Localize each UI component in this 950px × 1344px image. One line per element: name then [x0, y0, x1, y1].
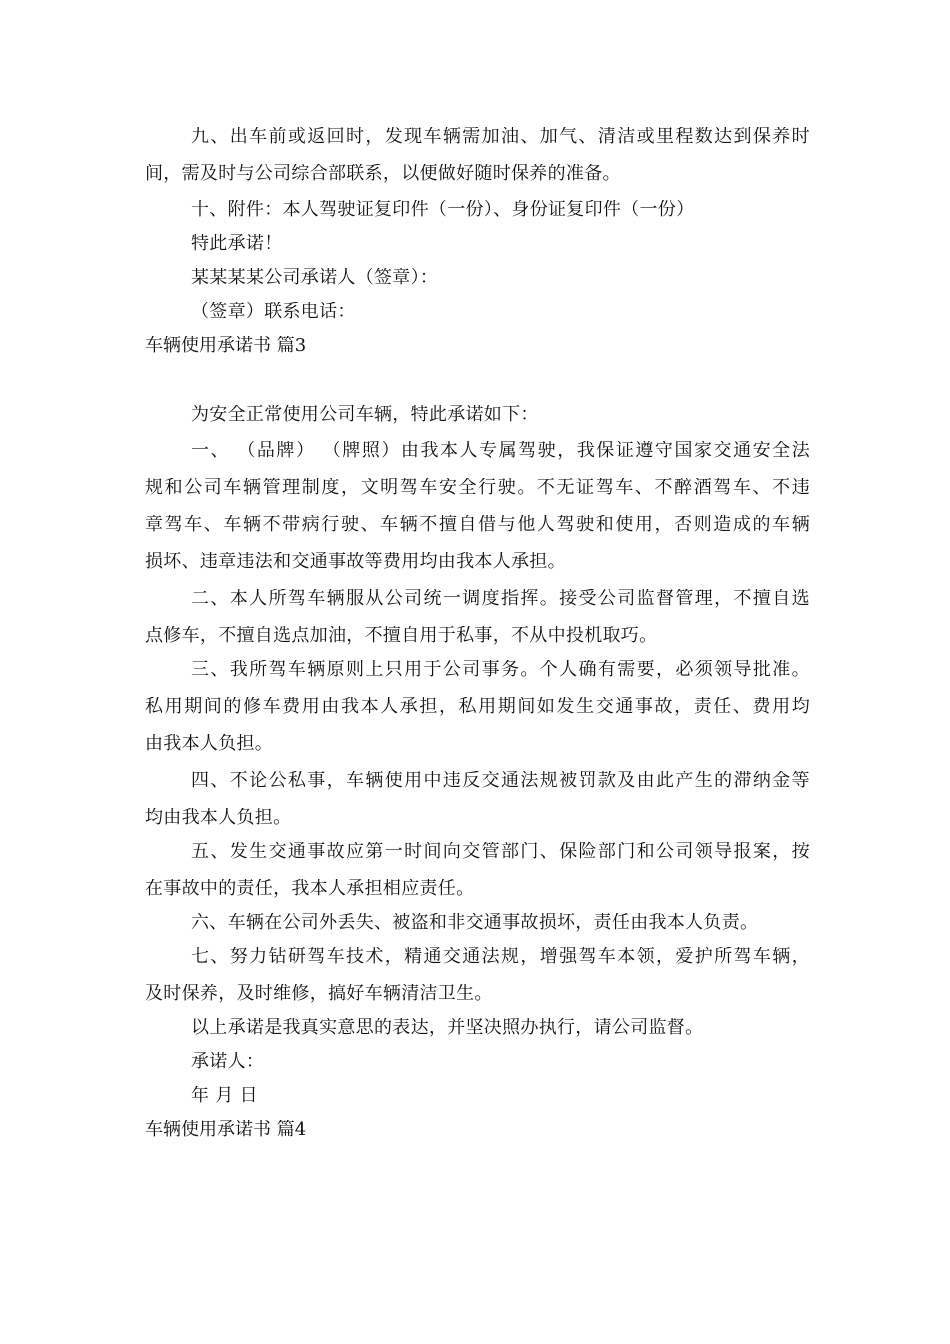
- section-heading-4: 车辆使用承诺书 篇4: [145, 1120, 307, 1140]
- clause-3-line-3: 由我本人负担。: [145, 734, 274, 754]
- clause-7-line-1: 七、努力钻研驾车技术，精通交通法规，增强驾车本领，爱护所驾车辆，: [191, 947, 810, 967]
- clause-5-line-1: 五、发生交通事故应第一时间向交管部门、保险部门和公司领导报案，按: [191, 842, 810, 862]
- paragraph-line-9-end: 间，需及时与公司综合部联系，以便做好随时保养的准备。: [145, 164, 621, 184]
- clause-1-line-1: 一、 （品牌） （牌照）由我本人专属驾驶，我保证遵守国家交通安全法: [191, 441, 810, 461]
- intro-line: 为安全正常使用公司车辆，特此承诺如下：: [191, 405, 539, 425]
- clause-1-line-3: 章驾车、车辆不带病行驶、车辆不擅自借与他人驾驶和使用，否则造成的车辆: [145, 515, 810, 535]
- date-line: 年 月 日: [191, 1086, 258, 1106]
- clause-3-line-2: 私用期间的修车费用由我本人承担，私用期间如发生交通事故，责任、费用均: [145, 697, 810, 717]
- company-signature-line: 某某某某公司承诺人（签章）：: [191, 268, 439, 288]
- closing-statement: 以上承诺是我真实意思的表达，并坚决照办执行，请公司监督。: [191, 1018, 704, 1038]
- promisor-label: 承诺人：: [191, 1052, 265, 1072]
- clause-4-line-1: 四、不论公私事，车辆使用中违反交通法规被罚款及由此产生的滞纳金等: [191, 771, 810, 791]
- clause-7-line-2: 及时保养，及时维修，搞好车辆清洁卫生。: [145, 984, 493, 1004]
- paragraph-line-10: 十、附件：本人驾驶证复印件（一份）、身份证复印件（一份）: [191, 200, 695, 220]
- clause-1-line-2: 规和公司车辆管理制度，文明驾车安全行驶。不无证驾车、不醉酒驾车、不违: [145, 478, 810, 498]
- clause-3-line-1: 三、我所驾车辆原则上只用于公司事务。个人确有需要，必须领导批准。: [191, 660, 810, 680]
- clause-5-line-2: 在事故中的责任，我本人承担相应责任。: [145, 879, 475, 899]
- clause-1-line-4: 损坏、违章违法和交通事故等费用均由我本人承担。: [145, 552, 566, 572]
- promise-statement: 特此承诺！: [191, 234, 283, 254]
- clause-6: 六、车辆在公司外丢失、被盗和非交通事故损坏，责任由我本人负责。: [191, 913, 759, 933]
- clause-2-line-2: 点修车，不擅自选点加油，不擅自用于私事，不从中投机取巧。: [145, 626, 658, 646]
- contact-phone-line: （签章）联系电话：: [191, 302, 356, 322]
- clause-4-line-2: 均由我本人负担。: [145, 808, 292, 828]
- paragraph-line-9-start: 九、出车前或返回时，发现车辆需加油、加气、清洁或里程数达到保养时: [191, 127, 810, 147]
- clause-2-line-1: 二、本人所驾车辆服从公司统一调度指挥。接受公司监督管理，不擅自选: [191, 589, 810, 609]
- section-heading-3: 车辆使用承诺书 篇3: [145, 336, 307, 356]
